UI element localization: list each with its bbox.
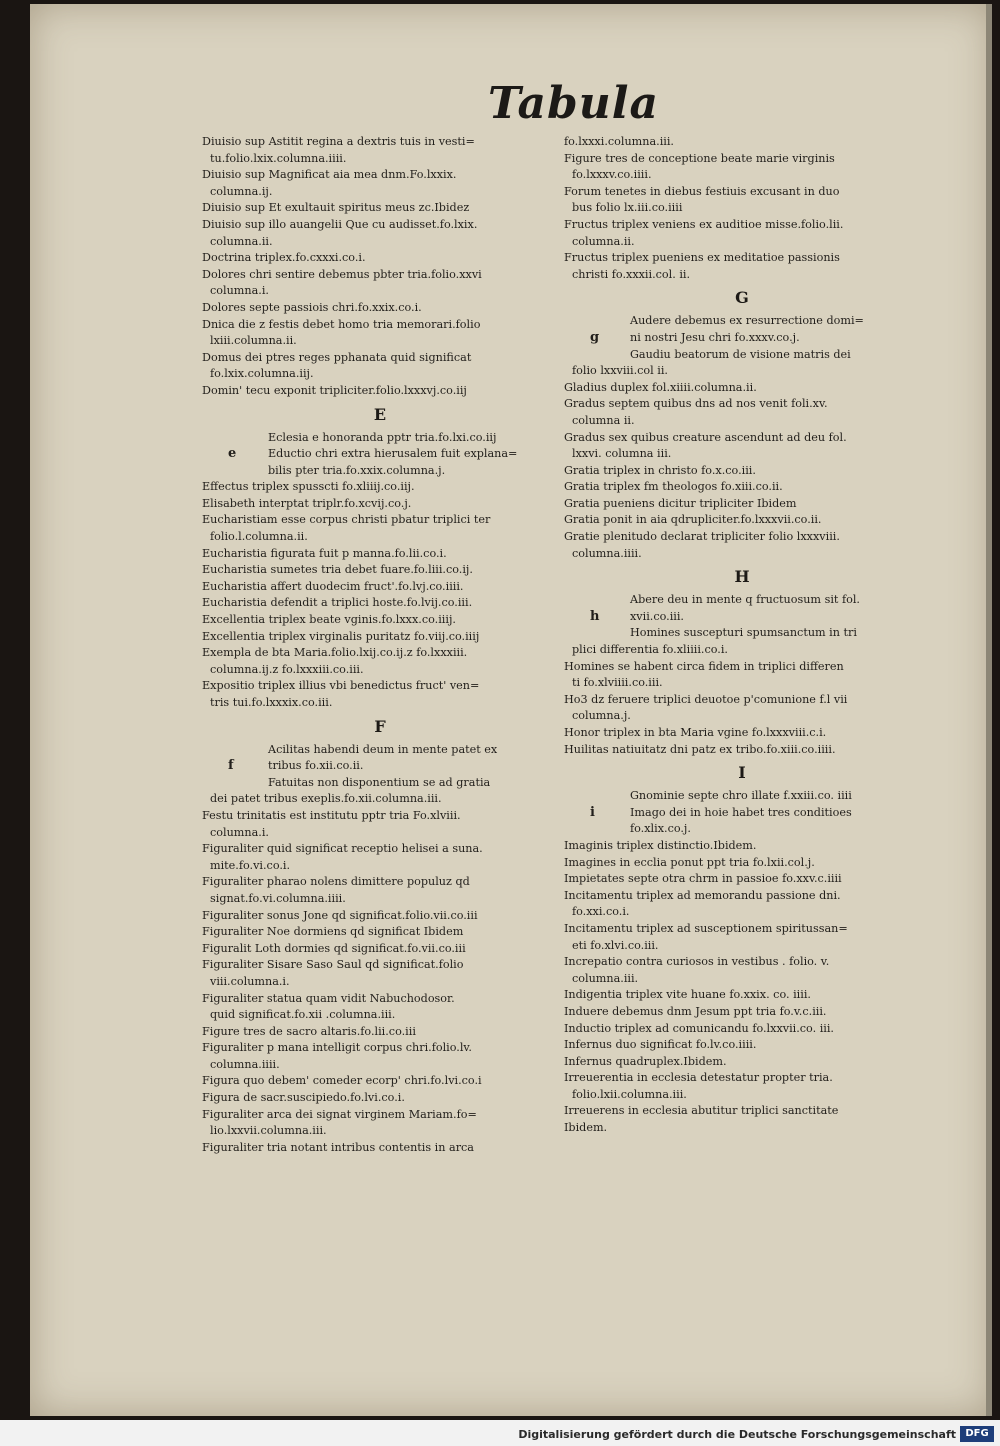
index-entry-continuation: christi fo.xxxii.col. ii. bbox=[572, 267, 691, 281]
index-entry: Imaginis triplex distinctio.Ibidem. bbox=[564, 838, 757, 852]
index-entry-text: Eductio chri extra hierusalem fuit explana= bbox=[268, 447, 518, 461]
index-entry-continuation: columna.i. bbox=[210, 825, 269, 839]
index-entry-text: tribus fo.xii.co.ii. bbox=[268, 759, 364, 773]
funding-credit: Digitalisierung gefördert durch die Deutsche Forschungsgemeinschaft bbox=[518, 1428, 956, 1441]
index-entry-text: ni nostri Jesu chri fo.xxxv.co.j. bbox=[630, 330, 800, 344]
index-entry bbox=[564, 805, 920, 822]
index-entry: Gradus septem quibus dns ad nos venit foli.xv. bbox=[564, 397, 828, 411]
index-entry: Figuraliter sonus Jone qd significat.folio.vii.co.iii bbox=[202, 908, 478, 922]
index-entry: Elisabeth interptat triplr.fo.xcvij.co.j. bbox=[202, 496, 412, 510]
index-entry: Figuralit Loth dormies qd significat.fo.vii.co.iii bbox=[202, 941, 466, 955]
index-entry bbox=[202, 758, 558, 775]
index-entry: Inductio triplex ad comunicandu fo.lxxvii.co. iii. bbox=[564, 1021, 834, 1035]
index-entry bbox=[202, 446, 558, 463]
index-entry: Gratia pueniens dicitur tripliciter Ibidem bbox=[564, 496, 797, 510]
index-entry-continuation: viii.columna.i. bbox=[210, 974, 290, 988]
index-entry: Figuraliter Noe dormiens qd significat Ibidem bbox=[202, 925, 464, 939]
guide-letter: i bbox=[590, 804, 595, 820]
index-entry: Ho3 dz feruere triplici deuotoe p'comunione f.l vii bbox=[564, 692, 848, 706]
index-entry-continuation: lxxvi. columna iii. bbox=[572, 447, 672, 461]
index-entry-continuation: lio.lxxvii.columna.iii. bbox=[210, 1124, 327, 1138]
index-entry-continuation: plici differentia fo.xliiii.co.i. bbox=[572, 643, 728, 657]
index-entry: Incitamentu triplex ad susceptionem spiritussan= bbox=[564, 921, 848, 935]
index-entry: Figuraliter arca dei signat virginem Mariam.fo= bbox=[202, 1107, 477, 1121]
index-entry-continuation: columna.i. bbox=[210, 284, 269, 298]
index-entry: bilis pter tria.fo.xxix.columna.j. bbox=[268, 463, 446, 477]
index-entry-continuation: columna.j. bbox=[572, 709, 631, 723]
index-entry-continuation: mite.fo.vi.co.i. bbox=[210, 858, 291, 872]
index-entry: Figuraliter pharao nolens dimittere populuz qd bbox=[202, 875, 470, 889]
index-entry: Figuraliter p mana intelligit corpus chri.folio.lv. bbox=[202, 1041, 472, 1055]
index-entry: Domin' tecu exponit tripliciter.folio.lxxxvj.co.iij bbox=[202, 383, 467, 397]
index-entry: Effectus triplex spusscti fo.xliiij.co.iij. bbox=[202, 480, 415, 494]
index-entry: Figura quo debem' comeder ecorp' chri.fo.lvi.co.i bbox=[202, 1074, 482, 1088]
index-entry: Induere debemus dnm Jesum ppt tria fo.v.c.iii. bbox=[564, 1004, 827, 1018]
index-entry: fo.lxxxi.columna.iii. bbox=[564, 135, 674, 148]
index-entry: Infernus duo significat fo.lv.co.iiii. bbox=[564, 1038, 757, 1052]
index-entry: Fatuitas non disponentium se ad gratia bbox=[268, 775, 491, 789]
index-entry-continuation: folio.lxii.columna.iii. bbox=[572, 1087, 687, 1101]
index-entry: Imagines in ecclia ponut ppt tria fo.lxii.col.j. bbox=[564, 855, 815, 869]
dfg-logo: DFG bbox=[960, 1426, 994, 1442]
index-entry: Impietates septe otra chrm in passioe fo.xxv.c.iiii bbox=[564, 872, 842, 886]
guide-letter: g bbox=[590, 329, 600, 345]
index-entry-continuation: tu.folio.lxix.columna.iiii. bbox=[210, 151, 347, 165]
index-column-left bbox=[202, 134, 558, 1156]
index-entry: Increpatio contra curiosos in vestibus . folio. v. bbox=[564, 955, 830, 969]
index-entry: Gnominie septe chro illate f.xxiii.co. iiii bbox=[630, 789, 852, 803]
index-entry-continuation: lxiii.columna.ii. bbox=[210, 334, 297, 348]
index-entry-continuation: columna.ii. bbox=[572, 234, 635, 248]
index-entry-continuation: ti fo.xlviiii.co.iii. bbox=[572, 676, 663, 690]
index-entry: Figura de sacr.suscipiedo.fo.lvi.co.i. bbox=[202, 1091, 405, 1105]
section-letter: F bbox=[374, 716, 386, 736]
index-entry: Diuisio sup illo auangelii Que cu audisset.fo.lxix. bbox=[202, 217, 478, 231]
index-entry-continuation: columna.ij. bbox=[210, 184, 273, 198]
index-entry: Excellentia triplex beate vginis.fo.lxxx.co.iiij. bbox=[202, 613, 456, 627]
index-entry: Dolores septe passiois chri.fo.xxix.co.i. bbox=[202, 300, 422, 314]
index-entry: Irreuerentia in ecclesia detestatur propter tria. bbox=[564, 1071, 833, 1085]
section-letter: G bbox=[735, 288, 749, 308]
index-entry-continuation: columna.ij.z fo.lxxxiii.co.iii. bbox=[210, 662, 364, 676]
index-entry: Acilitas habendi deum in mente patet ex bbox=[268, 742, 498, 756]
section-letter: E bbox=[373, 404, 387, 424]
index-entry: Homines suscepturi spumsanctum in tri bbox=[630, 626, 857, 640]
index-entry: Eucharistia affert duodecim fruct'.fo.lvj.co.iiii. bbox=[202, 579, 464, 593]
index-entry-continuation: columna.iiii. bbox=[572, 546, 642, 560]
index-entry: Gratie plenitudo declarat tripliciter folio lxxxviii. bbox=[564, 530, 840, 544]
index-entry-continuation: folio lxxviii.col ii. bbox=[572, 364, 668, 378]
index-entry: Eucharistia figurata fuit p manna.fo.lii.co.i. bbox=[202, 546, 447, 560]
index-entry: Fructus triplex veniens ex auditioe misse.folio.lii. bbox=[564, 217, 844, 231]
index-entry: Expositio triplex illius vbi benedictus fruct' ven= bbox=[202, 679, 480, 693]
index-entry: Eucharistiam esse corpus christi pbatur triplici ter bbox=[202, 513, 491, 527]
index-entry: Exempla de bta Maria.folio.lxij.co.ij.z fo.lxxxiii. bbox=[202, 646, 468, 660]
index-entry: Gladius duplex fol.xiiii.columna.ii. bbox=[564, 380, 757, 394]
index-entry: Huilitas natiuitatz dni patz ex tribo.fo.xiii.co.iiii. bbox=[564, 742, 836, 756]
index-entry: Eclesia e honoranda pptr tria.fo.lxi.co.iij bbox=[268, 430, 497, 444]
index-entry: Figuraliter tria notant intribus contentis in arca bbox=[202, 1140, 474, 1154]
index-entry bbox=[564, 330, 920, 347]
index-entry: Irreuerens in ecclesia abutitur triplici sanctitate bbox=[564, 1104, 839, 1118]
index-entry: Diuisio sup Et exultauit spiritus meus zc.Ibidez bbox=[202, 201, 470, 215]
index-entry-text: Imago dei in hoie habet tres conditioes bbox=[630, 805, 852, 819]
page-edge bbox=[986, 4, 992, 1416]
index-entry-continuation: fo.lxix.columna.iij. bbox=[210, 367, 314, 381]
index-entry-continuation: eti fo.xlvi.co.iii. bbox=[572, 938, 659, 952]
index-entry: Diuisio sup Astitit regina a dextris tuis in vesti= bbox=[202, 135, 475, 148]
index-entry: Doctrina triplex.fo.cxxxi.co.i. bbox=[202, 251, 366, 265]
guide-letter: e bbox=[228, 446, 237, 462]
section-letter: H bbox=[734, 567, 750, 587]
index-entry: Homines se habent circa fidem in triplici differen bbox=[564, 659, 844, 673]
index-entry-continuation: fo.lxxxv.co.iiii. bbox=[572, 168, 652, 182]
index-column-right bbox=[564, 134, 920, 1137]
index-entry: Ibidem. bbox=[564, 1121, 608, 1135]
index-entry: Gratia triplex in christo fo.x.co.iii. bbox=[564, 463, 756, 477]
index-entry: fo.xlix.co.j. bbox=[630, 822, 691, 836]
section-letter: I bbox=[738, 763, 746, 783]
guide-letter: h bbox=[590, 608, 600, 624]
index-entry: Indigentia triplex vite huane fo.xxix. co. iiii. bbox=[564, 988, 811, 1002]
index-entry: Gratia triplex fm theologos fo.xiii.co.ii. bbox=[564, 480, 783, 494]
index-entry-continuation: tris tui.fo.lxxxix.co.iii. bbox=[210, 696, 333, 709]
index-entry: Excellentia triplex virginalis puritatz fo.viij.co.iiij bbox=[202, 629, 480, 643]
index-entry-continuation: quid significat.fo.xii .columna.iii. bbox=[210, 1008, 396, 1022]
index-entry: Forum tenetes in diebus festiuis excusant in duo bbox=[564, 184, 840, 198]
index-entry: Incitamentu triplex ad memorandu passione dni. bbox=[564, 888, 841, 902]
index-entry: Dnica die z festis debet homo tria memorari.folio bbox=[202, 317, 481, 331]
index-entry: Honor triplex in bta Maria vgine fo.lxxxviii.c.i. bbox=[564, 726, 827, 739]
index-entry-continuation: fo.xxi.co.i. bbox=[572, 905, 630, 919]
index-entry bbox=[564, 609, 920, 626]
page-heading: Tabula bbox=[488, 78, 660, 129]
index-entry-continuation: dei patet tribus exeplis.fo.xii.columna.iii. bbox=[210, 792, 442, 806]
guide-letter: f bbox=[228, 758, 234, 774]
index-entry-continuation: signat.fo.vi.columna.iiii. bbox=[210, 891, 346, 905]
index-entry-continuation: bus folio lx.iii.co.iiii bbox=[572, 201, 683, 215]
index-entry: Figuraliter statua quam vidit Nabuchodosor. bbox=[202, 991, 455, 1005]
index-entry: Gradus sex quibus creature ascendunt ad deu fol. bbox=[564, 430, 847, 444]
index-entry: Figuraliter Sisare Saso Saul qd significat.folio bbox=[202, 958, 464, 972]
index-entry: Eucharistia sumetes tria debet fuare.fo.liii.co.ij. bbox=[202, 563, 473, 577]
index-entry: Abere deu in mente q fructuosum sit fol. bbox=[630, 593, 860, 607]
index-entry: Diuisio sup Magnificat aia mea dnm.Fo.lxxix. bbox=[202, 168, 457, 182]
index-entry-continuation: columna.iii. bbox=[572, 971, 639, 985]
index-entry: Figure tres de conceptione beate marie virginis bbox=[564, 151, 835, 165]
index-entry: Dolores chri sentire debemus pbter tria.folio.xxvi bbox=[202, 267, 482, 281]
index-entry-continuation: columna.iiii. bbox=[210, 1057, 280, 1071]
index-entry: Eucharistia defendit a triplici hoste.fo.lvij.co.iii. bbox=[202, 596, 473, 610]
index-entry-continuation: columna.ii. bbox=[210, 234, 273, 248]
index-entry: Infernus quadruplex.Ibidem. bbox=[564, 1054, 727, 1068]
index-entry: Gaudiu beatorum de visione matris dei bbox=[630, 347, 851, 361]
index-entry: Gratia ponit in aia qdrupliciter.fo.lxxxvii.co.ii. bbox=[564, 513, 822, 527]
index-entry-text: xvii.co.iii. bbox=[630, 609, 684, 623]
index-entry: Figure tres de sacro altaris.fo.lii.co.iii bbox=[202, 1024, 416, 1038]
index-entry: Figuraliter quid significat receptio helisei a suna. bbox=[202, 842, 483, 856]
index-entry-continuation: columna ii. bbox=[572, 413, 635, 427]
index-entry-continuation: folio.l.columna.ii. bbox=[210, 530, 308, 544]
index-entry: Fructus triplex pueniens ex meditatioe passionis bbox=[564, 251, 840, 265]
index-entry: Festu trinitatis est institutu pptr tria Fo.xlviii. bbox=[202, 808, 461, 822]
index-entry: Domus dei ptres reges pphanata quid significat bbox=[202, 350, 472, 364]
index-entry: Audere debemus ex resurrectione domi= bbox=[630, 314, 864, 328]
